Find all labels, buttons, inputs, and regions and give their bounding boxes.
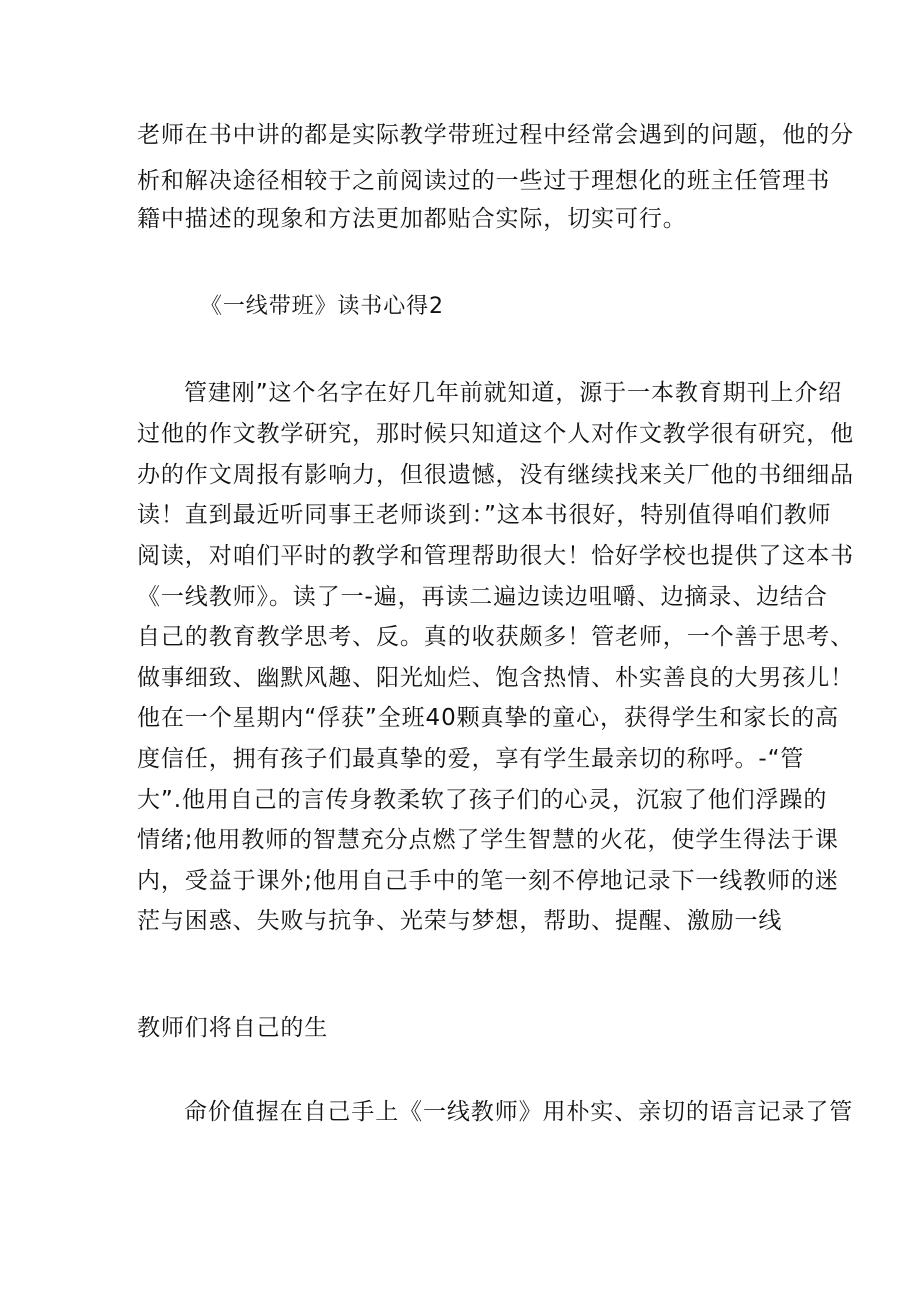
paragraph-1-line-2: 析和解决途径相较于之前阅读过的一些过于理想化的班主任管理书 bbox=[137, 168, 831, 194]
paragraph-2-line-6: 《一线教师》。读了一-遍，再读二遍边读边咀嚼、边摘录、边结合 bbox=[137, 584, 828, 610]
paragraph-2-line-9: 他在一个星期内“俘获”全班40颗真挚的童心，获得学生和家长的高 bbox=[137, 705, 839, 731]
paragraph-2-line-13: 内，受益于课外;他用自己手中的笔一刻不停地记录下一线教师的迷 bbox=[137, 868, 839, 894]
paragraph-2-line-8: 做事细致、幽默风趣、阳光灿烂、饱含热情、朴实善良的大男孩儿！ bbox=[137, 665, 854, 691]
paragraph-2-line-10: 度信任，拥有孩子们最真挚的爱，享有学生最亲切的称呼。-“管 bbox=[137, 746, 805, 772]
paragraph-1-line-3: 籍中描述的现象和方法更加都贴合实际，切实可行。 bbox=[137, 206, 687, 232]
paragraph-2-line-3: 办的作文周报有影响力，但很遗憾，没有继续找来关厂他的书细细品 bbox=[137, 462, 854, 488]
section-heading: 《一线带班》读书心得2 bbox=[200, 294, 444, 319]
paragraph-2-line-11: 大”.他用自己的言传身教柔软了孩子们的心灵，沉寂了他们浮躁的 bbox=[137, 787, 828, 813]
paragraph-4-line-1: 命价值握在自己手上《一线教师》用朴实、亲切的语言记录了管 bbox=[184, 1099, 854, 1125]
paragraph-2-line-1: 管建刚”这个名字在好几年前就知道，源于一本教育期刊上介绍 bbox=[184, 380, 843, 406]
paragraph-2-line-5: 阅读，对咱们平时的教学和管理帮助很大！恰好学校也提供了这本书 bbox=[137, 543, 854, 569]
paragraph-2-line-14: 茫与困惑、失败与抗争、光荣与梦想，帮助、提醒、激励一线 bbox=[137, 908, 783, 934]
paragraph-2-line-12: 情绪;他用教师的智慧充分点燃了学生智慧的火花，使学生得法于课 bbox=[137, 827, 839, 853]
paragraph-3: 教师们将自己的生 bbox=[137, 1015, 329, 1041]
paragraph-2-line-2: 过他的作文教学研究，那时候只知道这个人对作文教学很有研究，他 bbox=[137, 421, 854, 447]
paragraph-1-line-1: 老师在书中讲的都是实际教学带班过程中经常会遇到的问题，他的分 bbox=[137, 122, 854, 148]
paragraph-2-line-7: 自己的教育教学思考、反。真的收获颇多！管老师，一个善于思考、 bbox=[137, 624, 854, 650]
paragraph-2-line-4: 读！直到最近听同事王老师谈到：”这本书很好，特别值得咱们教师 bbox=[137, 502, 832, 528]
